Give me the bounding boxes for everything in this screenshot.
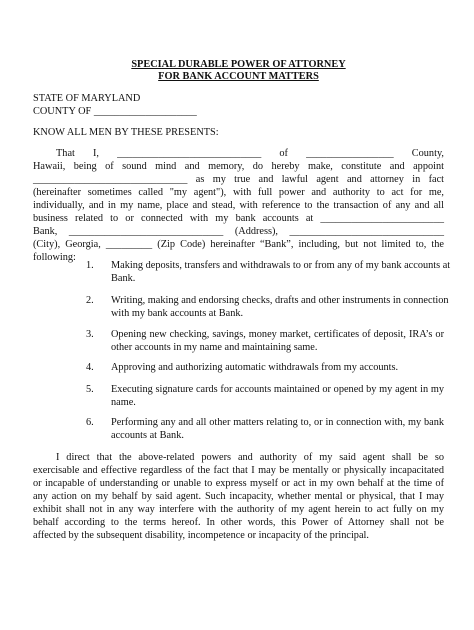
list-item-number: 5. <box>86 384 94 395</box>
county-line: COUNTY OF ____________________ <box>33 106 197 117</box>
list-item-line: Approving and authorizing automatic withdrawals from my accounts. <box>111 362 399 373</box>
list-item-number: 6. <box>86 417 94 428</box>
list-item-line: with my bank accounts at Bank. <box>111 308 244 319</box>
list-item-number: 3. <box>86 329 94 340</box>
title-line-1: SPECIAL DURABLE POWER OF ATTORNEY <box>131 59 346 70</box>
closing-line: affected by the subsequent disability, incompetence or incapacity of the principal. <box>33 530 369 541</box>
intro-line: Hawaii, being of sound mind and memory, do hereby make, constitute and appoint <box>33 161 444 172</box>
list-item-line: Bank. <box>111 273 136 284</box>
list-item-number: 4. <box>86 362 94 373</box>
state-line: STATE OF MARYLAND <box>33 93 141 104</box>
intro-line: That I, ____________________________ of _________________ County, <box>56 148 444 159</box>
list-item-line: Opening new checking, savings, money market, certificates of deposit, IRA’s or <box>111 329 444 340</box>
closing-line: any action on my behalf by said agent. Such incapacity, whether mental or physical, that I may <box>33 491 444 502</box>
intro-line: (hereinafter sometimes called "my agent"), with full power and authority to act for me, <box>33 187 444 198</box>
list-item-line: Executing signature cards for accounts maintained or opened by my agent in my <box>111 384 444 395</box>
intro-line: ______________________________ as my true and lawful agent and attorney in fact <box>33 174 444 185</box>
list-item-line: Writing, making and endorsing checks, drafts and other instruments in connection <box>111 295 449 306</box>
list-item-line: other accounts in my name and maintaining same. <box>111 342 318 353</box>
intro-line: (City), Georgia, _________ (Zip Code) hereinafter “Bank”, including, but not limited to, the <box>33 239 444 250</box>
closing-line: exercisable and effective regardless of the fact that I may be mentally or physically incapacitated <box>33 465 444 476</box>
title-line-2: FOR BANK ACCOUNT MATTERS <box>158 71 319 82</box>
intro-line: individually, and in my name, place and stead, with reference to the transaction of any and all <box>33 200 444 211</box>
list-item-number: 2. <box>86 295 94 306</box>
closing-line: or incapable of understanding or unable to express myself or act in my own behalf at the time of <box>33 478 444 489</box>
list-item-line: Performing any and all other matters relating to, or in connection with, my bank <box>111 417 444 428</box>
intro-line: Bank, ______________________________ (Address), ______________________________ <box>33 226 444 237</box>
closing-line: I direct that the above-related powers and authority of my said agent shall be so <box>56 452 444 463</box>
closing-line: exhibit shall not in any way interfere with the authority of my agent herein to act fully on my <box>33 504 444 515</box>
salutation: KNOW ALL MEN BY THESE PRESENTS: <box>33 127 219 138</box>
closing-line: behalf according to the terms hereof. In other words, this Power of Attorney shall not be <box>33 517 444 528</box>
intro-line: business related to or connected with my bank accounts at ________________________ <box>33 213 444 224</box>
list-item-line: Making deposits, transfers and withdrawals to or from any of my bank accounts at <box>111 260 451 271</box>
list-item-line: name. <box>111 397 136 408</box>
intro-line: following: <box>33 252 76 263</box>
list-item-line: accounts at Bank. <box>111 430 184 441</box>
list-item-number: 1. <box>86 260 94 271</box>
